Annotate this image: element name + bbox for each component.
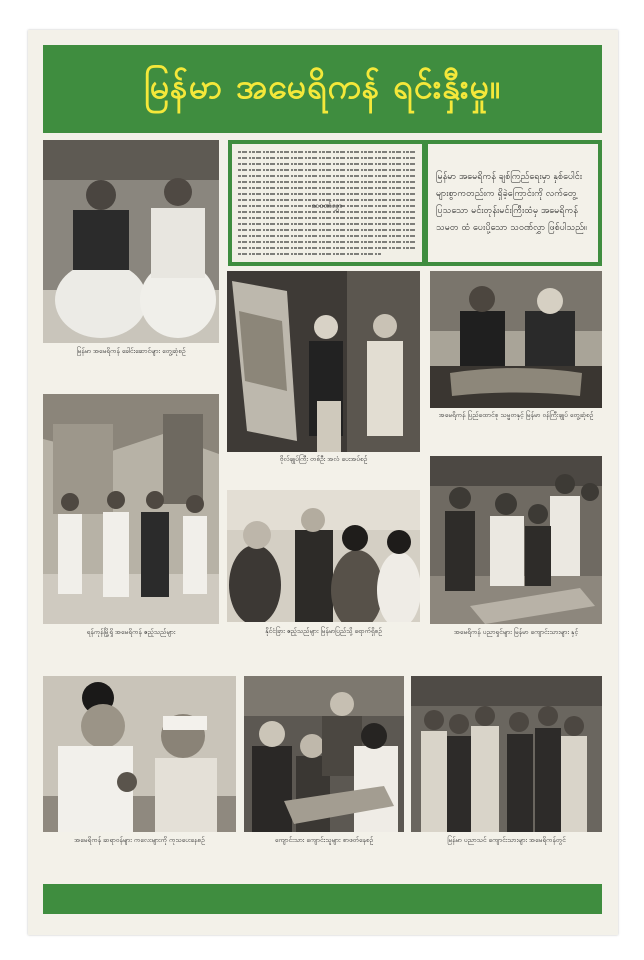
footer-band <box>43 884 602 914</box>
caption-9: မြန်မာ ပညာသင် ကျောင်းသားများ အမေရိကန်တွင် <box>447 836 566 844</box>
caption-8: ကျောင်းသား ကျောင်းသူများ စာဖတ်နေစဉ် <box>274 836 374 844</box>
caption-7: အမေရိကန် ဆရာဝန်များ ကလေးများကို ကုသပေးနေစဉ် <box>74 836 205 844</box>
historic-letter <box>232 144 422 262</box>
photo-students-reading <box>244 676 404 832</box>
intro-text-panel <box>428 144 598 262</box>
photo-scholars-group <box>411 676 602 832</box>
caption-2: ဗိုလ်ချုပ်ကြီး တစ်ဦး အလံ ပေးအပ်စဉ် <box>279 455 368 463</box>
photo-flag-presentation <box>227 271 420 452</box>
photo-women-meeting <box>227 490 420 622</box>
title-banner <box>43 45 602 133</box>
photo-nurse-child <box>43 676 236 832</box>
photo-pagoda-visitors <box>43 394 219 624</box>
caption-5: နိုင်ငံခြား ဧည့်သည်များ မြန်မာပြည်သို့ ရောက်ရှိစဉ် <box>265 627 382 635</box>
photo-seated-leaders <box>43 140 219 343</box>
letter-label: သဝဏ်လွှာ <box>311 201 343 210</box>
photo-scientists-students <box>430 456 602 624</box>
caption-6: အမေရိကန် ပညာရှင်များ မြန်မာ ကျောင်းသားများ နှင့် <box>453 628 579 636</box>
photo-leaders-table <box>430 271 602 408</box>
caption-4: ရန်ကုန်မြို့ရှိ အမေရိကန် ဧည့်သည်များ <box>86 628 176 636</box>
caption-3: အမေရိကန် ပြည်ထောင်စု သမ္မတနှင့် မြန်မာ ဝန်ကြီးချုပ် တွေ့ဆုံစဉ် <box>438 411 594 419</box>
caption-1: မြန်မာ အမေရိကန် ခေါင်းဆောင်များ တွေ့ဆုံစဉ် <box>76 347 186 355</box>
poster-title: မြန်မာ အမေရိကန် ရင်းနှီးမှု။ <box>143 66 502 107</box>
intro-text: မြန်မာ အမေရိကန် ချစ်ကြည်ရေးမှာ နှစ်ပေါင်းများစွာကတည်းက ရှိခဲ့ကြောင်းကို လက်တွေ့ ပြသသော မင်းတုန်းမင်းကြီးထံမှ အမေရိကန်သမတ ထံ ပေးပို့သော သဝဏ်လွှာ ဖြစ်ပါသည်။ <box>436 172 587 233</box>
